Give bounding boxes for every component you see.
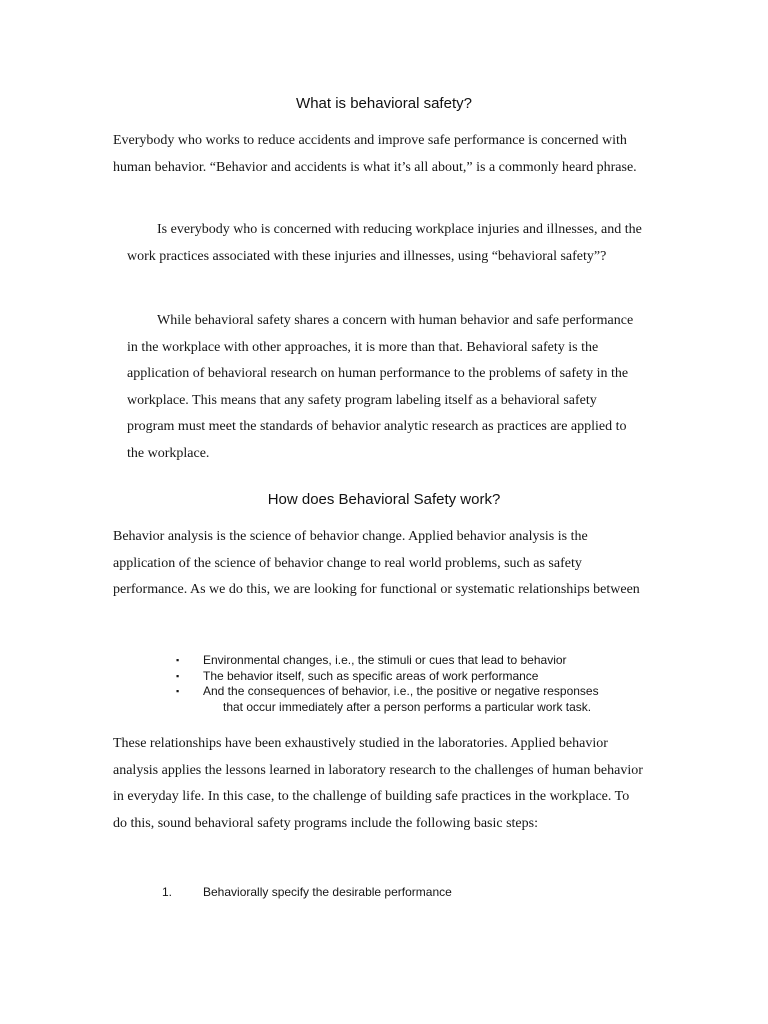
numbered-step: [162, 885, 452, 899]
list-item-text: And the consequences of behavior, i.e., the positive or negative responses: [203, 684, 599, 698]
list-item-text: The behavior itself, such as specific areas of work performance: [203, 668, 539, 683]
square-bullet-icon: ▪: [176, 655, 180, 665]
square-bullet-icon: ▪: [176, 686, 180, 696]
bullet-list: [176, 653, 599, 715]
paragraph-intro: Everybody who works to reduce accidents and improve safe performance is concerned with human behavior. “Behavior and accidents is what it’s all about,” is a commonly heard phrase.: [113, 133, 637, 175]
list-item: [176, 684, 599, 715]
paragraph-definition: While behavioral safety shares a concern with human behavior and safe performance in the workplace with other approaches, it is more than that. Behavioral safety is the application of behavioral research on human performance to the problems of safety in the workplace. This means that any safety program labeling itself as a behavioral safety program must meet the standards of behavior analytic research as practices are applied to the workplace.: [127, 313, 634, 461]
list-item-text: Environmental changes, i.e., the stimuli or cues that lead to behavior: [203, 653, 567, 667]
list-item: [176, 669, 599, 685]
paragraph-question: Is everybody who is concerned with reducing workplace injuries and illnesses, and the work practices associated with these injuries and illnesses, using “behavioral safety”?: [127, 222, 642, 264]
heading-what-is-behavioral-safety: What is behavioral safety?: [296, 95, 472, 112]
step-number: 1.: [162, 885, 173, 899]
step-text: Behaviorally specify the desirable performance: [203, 885, 452, 899]
list-item-continuation: that occur immediately after a person performs a particular work task.: [223, 699, 592, 714]
square-bullet-icon: ▪: [176, 670, 180, 681]
paragraph-behavior-analysis: Behavior analysis is the science of behavior change. Applied behavior analysis is the application of the science of behavior change to real world problems, such as safety performance. As we do this, we are looking for functional or systematic relationships between: [113, 529, 640, 598]
list-item: [176, 653, 599, 669]
paragraph-relationships: These relationships have been exhaustively studied in the laboratories. Applied behavior analysis applies the lessons learned in laboratory research to the challenges of human behavior in everyday life. In this case, to the challenge of building safe practices in the workplace. To do this, sound behavioral safety programs include the following basic steps:: [113, 736, 643, 831]
heading-how-does-it-work: How does Behavioral Safety work?: [267, 491, 501, 508]
